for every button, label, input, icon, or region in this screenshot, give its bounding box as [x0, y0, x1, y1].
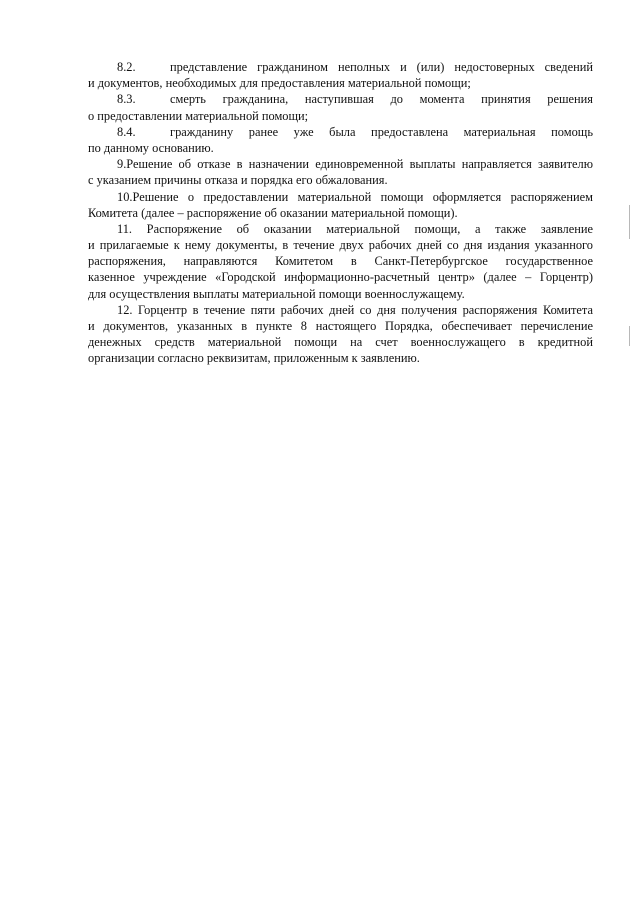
paragraph-line: и документов, необходимых для предоставления материальной помощи; — [88, 76, 471, 91]
paragraph-line: распоряжения, направляются Комитетом в Санкт-Петербургское государственное — [88, 254, 593, 269]
item-number: 8.4. — [117, 124, 136, 139]
paragraph-line: смерть гражданина, наступившая до момента принятия решения — [170, 92, 593, 107]
item-number: 8.2. — [117, 60, 136, 74]
paragraph-line: 12. Горцентр в течение пяти рабочих дней со дня получения распоряжения Комитета — [117, 302, 593, 317]
paragraph-8-4 — [88, 124, 593, 156]
paragraph-line: о предоставлении материальной помощи; — [88, 108, 309, 123]
paragraph-9 — [88, 156, 593, 188]
paragraph-line: по данному основанию. — [88, 140, 214, 155]
paragraph-line: и документов, указанных в пункте 8 настоящего Порядка, обеспечивает перечисление — [88, 319, 593, 333]
paragraph-line: Комитета (далее – распоряжение об оказании материальной помощи). — [88, 205, 458, 220]
paragraph-line: 10.Решение о предоставлении материальной помощи оформляется распоряжением — [117, 189, 593, 204]
paragraph-line: гражданину ранее уже была предоставлена материальная помощь — [170, 124, 593, 139]
paragraph-line: для осуществления выплаты материальной помощи военнослужащему. — [88, 286, 465, 301]
scan-artifact — [629, 326, 630, 346]
paragraph-line: 11. Распоряжение об оказании материальной помощи, а также заявление — [117, 221, 593, 236]
paragraph-8-3 — [88, 91, 593, 123]
paragraph-12 — [88, 302, 593, 367]
paragraph-8-2 — [88, 59, 593, 91]
paragraph-line: организации согласно реквизитам, приложенным к заявлению. — [88, 351, 420, 366]
paragraph-line: 9.Решение об отказе в назначении единовременной выплаты направляется заявителю — [117, 157, 593, 172]
paragraph-11 — [88, 221, 593, 302]
paragraph-line: денежных средств материальной помощи на счет военнослужащего в кредитной — [88, 335, 593, 350]
paragraph-line: с указанием причины отказа и порядка его обжалования. — [88, 173, 388, 188]
item-number: 8.3. — [117, 92, 136, 107]
document-body — [88, 59, 593, 367]
scan-artifact — [629, 205, 630, 239]
paragraph-line: представление гражданином неполных и (или) недостоверных сведений — [170, 60, 593, 74]
paragraph-line: казенное учреждение «Городской информационно-расчетный центр» (далее – Горцентр) — [88, 270, 593, 285]
paragraph-10 — [88, 189, 593, 221]
paragraph-line: и прилагаемые к нему документы, в течение двух рабочих дней со дня издания указанного — [88, 238, 593, 253]
